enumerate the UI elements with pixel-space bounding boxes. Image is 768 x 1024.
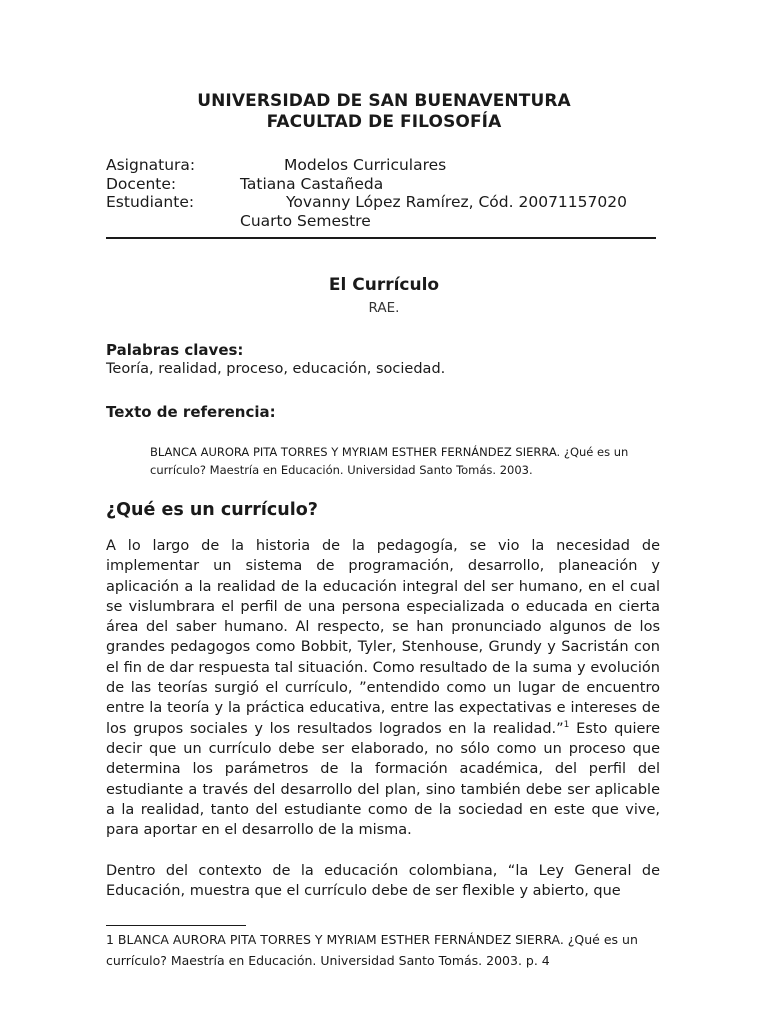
paragraph-1	[106, 536, 660, 840]
keywords-heading: Palabras claves:	[106, 341, 244, 359]
reference-text: BLANCA AURORA PITA TORRES Y MYRIAM ESTHER FERNÁNDEZ SIERRA. ¿Qué es un currículo? Maestría en Educación. Universidad Santo Tomás. 2003.	[150, 445, 629, 477]
teacher-value: Tatiana Castañeda	[240, 174, 384, 193]
student-label: Estudiante:	[106, 193, 195, 211]
paragraph-1-part-b: Esto quiere decir que un currículo debe ser elaborado, no sólo como un proceso que determina los parámetros de la formación académica, del perfil del estudiante a través del desarrollo del plan, sino también debe ser aplicable a la realidad, tanto del estudiante como de la sociedad en este que vive, para aportar en el desarrollo de la misma.	[106, 720, 660, 839]
paragraph-2: Dentro del contexto de la educación colombiana, “la Ley General de Educación, muestra que el currículo debe de ser flexible y abierto, que	[106, 863, 660, 900]
student-row	[106, 193, 666, 212]
footnote-number: 1	[106, 932, 114, 947]
subject-label: Asignatura:	[106, 156, 196, 174]
teacher-row	[106, 175, 666, 194]
university-title: UNIVERSIDAD DE SAN BUENAVENTURA	[197, 91, 571, 111]
footnote-reference[interactable]: 1	[563, 719, 570, 730]
section-heading: ¿Qué es un currículo?	[106, 500, 318, 520]
keywords-text: Teoría, realidad, proceso, educación, sociedad.	[106, 361, 446, 377]
document-title: El Currículo	[328, 275, 440, 295]
document-subtitle: RAE.	[368, 300, 400, 316]
document-header	[0, 91, 768, 133]
semester-value: Cuarto Semestre	[240, 211, 371, 230]
semester-row	[106, 212, 666, 231]
course-info	[106, 156, 666, 230]
footnote	[106, 930, 666, 971]
subject-row	[106, 156, 666, 175]
student-value: Yovanny López Ramírez, Cód. 20071157020	[286, 193, 627, 211]
paragraph-1-part-a: A lo largo de la historia de la pedagogía, se vio la necesidad de implementar un sistema de programación, desarrollo, planeación y aplicación a la realidad de la educación integral del ser humano, en el cual se vislumbrara el perfil de una persona especializada o educada en cierta área del saber humano. Al respecto, se han pronunciado algunos de los grandes pedagogos como Bobbit, Tyler, Stenhouse, Grundy y Sacristán con el fin de dar respuesta tal situación. Como resultado de la suma y evolución de las teorías surgió el currículo, ”entendido como un lugar de encuentro entre la teoría y la práctica educativa, entre las expectativas e intereses de los grupos sociales y los resultados logrados en la realidad.”	[106, 538, 660, 737]
reference-heading: Texto de referencia:	[106, 403, 276, 421]
footnote-divider	[106, 925, 246, 926]
footnote-text: BLANCA AURORA PITA TORRES Y MYRIAM ESTHER FERNÁNDEZ SIERRA. ¿Qué es un currículo? Maestría en Educación. Universidad Santo Tomás. 2003. p. 4	[106, 932, 638, 968]
header-divider	[106, 237, 656, 239]
subject-value: Modelos Curriculares	[284, 156, 447, 174]
faculty-title: FACULTAD DE FILOSOFÍA	[266, 112, 502, 132]
teacher-label: Docente:	[106, 174, 177, 193]
